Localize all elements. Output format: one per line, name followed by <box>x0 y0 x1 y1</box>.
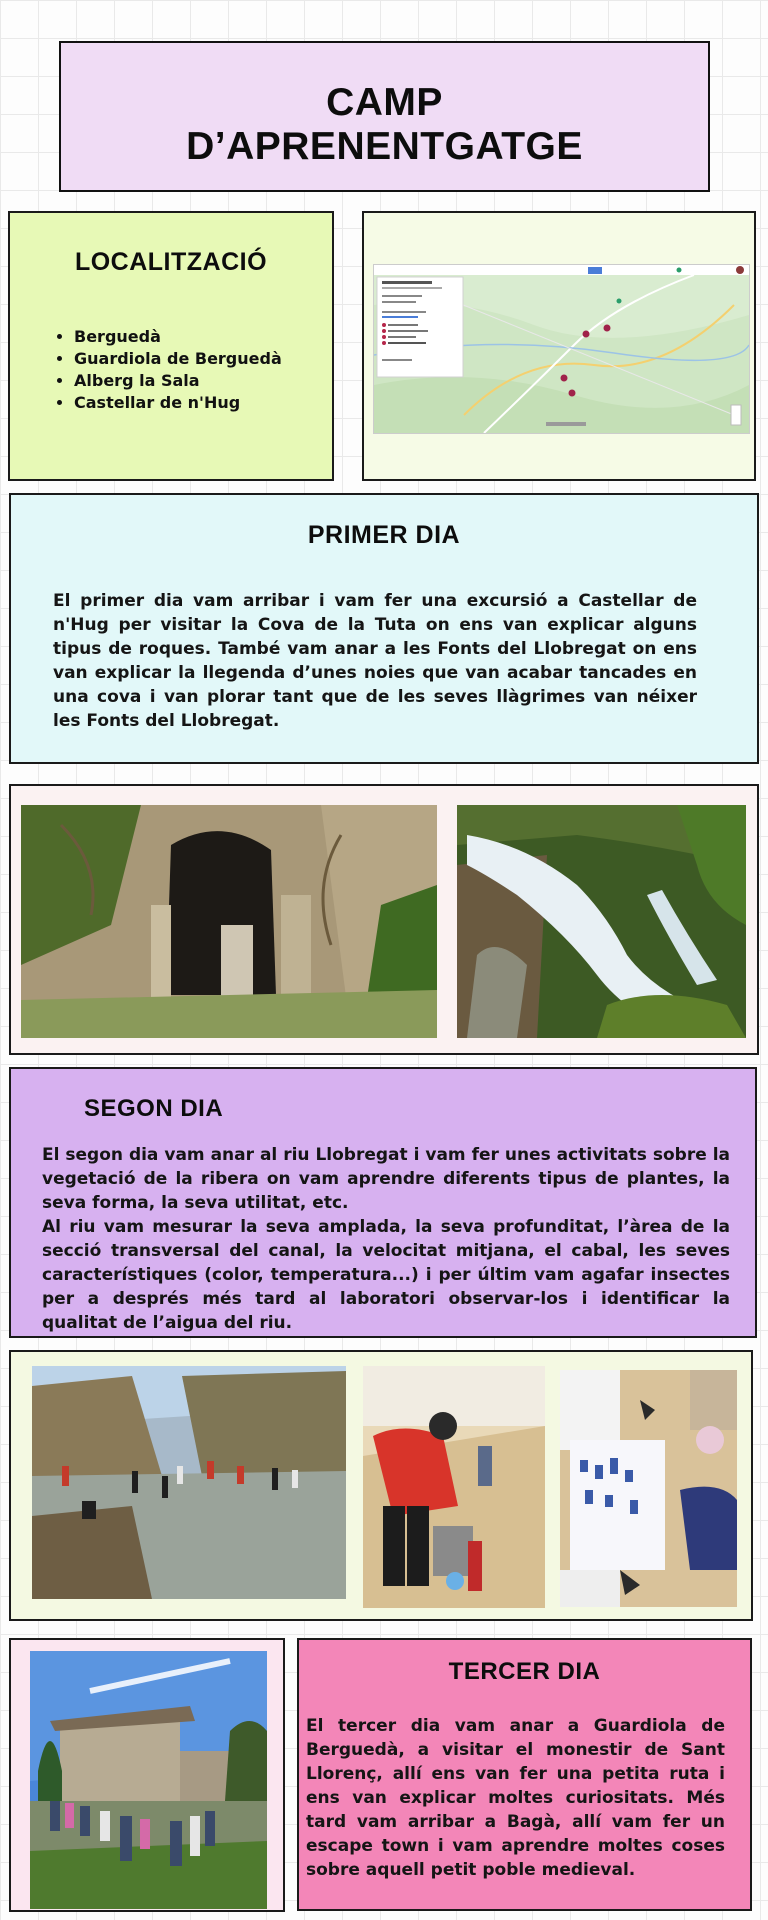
lab-microscope-photo <box>363 1366 545 1608</box>
location-item: • Alberg la Sala <box>74 370 282 392</box>
day2-paragraph-1: El segon dia vam anar al riu Llobregat i vam fer unes activitats sobre la vegetació de la ribera on vam aprendre diferents tipus de plantes, la seva forma, la seva utilitat, etc. <box>42 1145 730 1213</box>
monastery-photo <box>30 1651 267 1909</box>
day1-card <box>9 493 759 764</box>
title-banner <box>59 41 710 192</box>
lab-insects-photo <box>560 1370 737 1607</box>
location-item: • Guardiola de Berguedà <box>74 348 282 370</box>
day2-photos <box>9 1350 753 1621</box>
title-line-1: CAMP <box>326 81 443 124</box>
cave-photo <box>21 805 437 1038</box>
title-line-2: D’APRENENTGATGE <box>186 125 583 168</box>
day2-heading: SEGON DIA <box>84 1095 224 1122</box>
location-card <box>8 211 334 481</box>
day3-heading: TERCER DIA <box>448 1658 601 1685</box>
day2-text <box>42 1143 730 1335</box>
location-item: • Castellar de n'Hug <box>74 392 282 414</box>
day3-photo-card <box>9 1638 285 1912</box>
day1-text: El primer dia vam arribar i vam fer una excursió a Castellar de n'Hug per visitar la Cova de la Tuta on ens van explicar alguns tipus de roques. També vam anar a les Fonts del Llobregat on ens van explicar la llegenda d’unes noies que van acabar tancades en una cova i van plorar tant que de les seves llàgrimes van néixer les Fonts del Llobregat. <box>53 591 697 731</box>
map-screenshot <box>373 264 750 434</box>
day1-photos <box>9 784 759 1055</box>
map-card <box>362 211 756 481</box>
location-list <box>50 326 282 414</box>
river-activity-photo <box>32 1366 346 1599</box>
day3-card <box>297 1638 752 1911</box>
day1-heading: PRIMER DIA <box>307 521 461 549</box>
waterfall-photo <box>457 805 746 1038</box>
day2-paragraph-2: Al riu vam mesurar la seva amplada, la seva profunditat, l’àrea de la secció transversal del canal, la velocitat mitjana, el cabal, les seves característiques (color, temperatura...) i per últim vam agafar insectes per a després més tard al laboratori observar-los i identificar la qualitat de l’aigua del riu. <box>42 1217 730 1333</box>
page-title <box>61 81 708 169</box>
location-item: • Berguedà <box>74 326 282 348</box>
location-heading: LOCALITZACIÓ <box>74 248 268 276</box>
day3-text: El tercer dia vam anar a Guardiola de Berguedà, a visitar el monestir de Sant Llorenç, allí ens van fer una petita ruta i ens van explicar moltes curiositats. Més tard vam arribar a Bagà, allí vam fer un escape town i vam aprendre moltes coses sobre aquell petit poble medieval. <box>306 1716 725 1880</box>
day2-card <box>9 1067 757 1338</box>
